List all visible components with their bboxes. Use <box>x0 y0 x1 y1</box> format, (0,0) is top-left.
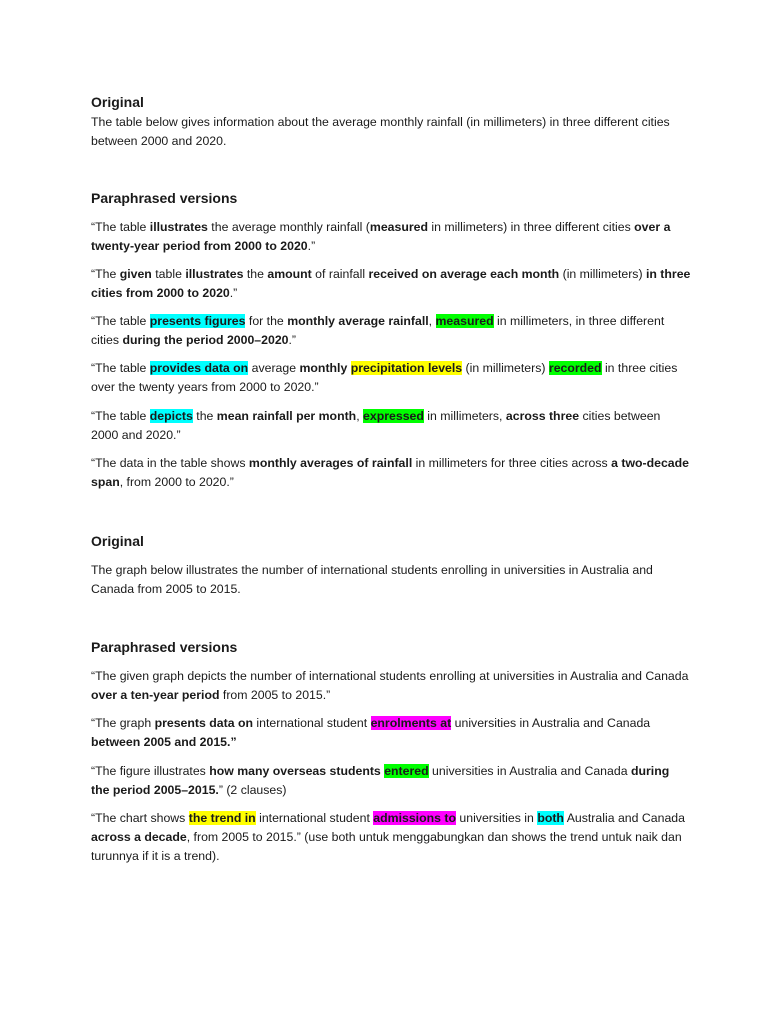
paraphrase-item <box>91 312 691 350</box>
text-segment: in millimeters, in three different cities <box>91 314 665 347</box>
bold-phrase: over a twenty-year period from 2000 to 2020 <box>91 220 671 253</box>
text-segment: “The given graph depicts the number of international students enrolling at universities in Australia and Canada <box>91 669 689 683</box>
text-segment: in three cities over the twenty years from 2000 to 2020.” <box>91 361 678 394</box>
highlighted-phrase: enrolments at <box>370 716 452 730</box>
text-segment: “The table <box>91 409 150 423</box>
highlighted-phrase: presents figures <box>149 314 246 328</box>
highlighted-phrase: depicts <box>149 409 193 423</box>
highlighted-phrase: recorded <box>548 361 602 375</box>
text-segment: for the <box>245 314 288 328</box>
bold-phrase: given <box>119 267 152 281</box>
paraphrase-item <box>91 667 691 705</box>
text-segment: , <box>356 409 364 423</box>
text-segment: the average monthly rainfall ( <box>207 220 370 234</box>
text-segment: in millimeters, <box>423 409 506 423</box>
highlighted-phrase: measured <box>435 314 494 328</box>
bold-phrase: monthly averages of rainfall <box>248 456 413 470</box>
text-segment: “The table <box>91 361 150 375</box>
highlighted-phrase: both <box>537 811 564 825</box>
bold-phrase: monthly average rainfall <box>287 314 429 328</box>
highlighted-phrase: admissions to <box>373 811 456 825</box>
bold-phrase: across three <box>505 409 580 423</box>
text-segment: the <box>243 267 268 281</box>
highlighted-phrase: expressed <box>363 409 424 423</box>
bold-phrase: mean rainfall per month <box>216 409 357 423</box>
text-segment: universities in Australia and Canada <box>451 716 651 730</box>
paraphrase-item <box>91 218 691 256</box>
text-segment: , <box>428 314 436 328</box>
text-segment: .” <box>288 333 297 347</box>
text-segment: Australia and Canada <box>563 811 685 825</box>
bold-phrase: across a decade <box>91 830 187 844</box>
paraphrase-item <box>91 762 691 800</box>
bold-phrase: amount <box>267 267 312 281</box>
text-segment: international student <box>255 811 374 825</box>
bold-phrase: over a ten-year period <box>91 688 220 702</box>
text-segment: , from 2000 to 2020.” <box>119 475 234 489</box>
bold-phrase: during the period 2000–2020 <box>122 333 289 347</box>
text-segment: .” <box>307 239 316 253</box>
text-segment: “The table <box>91 314 150 328</box>
paraphrase-item <box>91 809 691 866</box>
text-segment: “The <box>91 267 120 281</box>
text-segment: of rainfall <box>311 267 369 281</box>
paraphrase-item <box>91 359 691 397</box>
bold-phrase: received on average each month <box>368 267 560 281</box>
highlighted-phrase: entered <box>384 764 429 778</box>
text-segment: cities between 2000 and 2020.” <box>91 409 661 442</box>
text-segment: from 2005 to 2015.” <box>219 688 331 702</box>
text-segment: in millimeters) in three different cities <box>428 220 635 234</box>
text-segment: “The data in the table shows <box>91 456 249 470</box>
text-segment: “The chart shows <box>91 811 189 825</box>
section-heading: Original <box>91 94 144 110</box>
paraphrase-item <box>91 407 691 445</box>
text-segment: “The figure illustrates <box>91 764 210 778</box>
bold-phrase: illustrates <box>185 267 244 281</box>
section-heading: Paraphrased versions <box>91 639 238 655</box>
original-paragraph: The graph below illustrates the number of international students enrolling in universities in Australia and Canada from 2005 to 2015. <box>91 563 653 596</box>
paraphrase-item <box>91 454 691 492</box>
text-segment: , from 2005 to 2015.” (use both untuk menggabungkan dan shows the trend untuk naik dan turunnya if it is a trend). <box>91 830 682 863</box>
text-segment: in millimeters for three cities across <box>412 456 612 470</box>
highlighted-phrase: provides data on <box>149 361 249 375</box>
text-segment: table <box>151 267 186 281</box>
text-segment: “The table <box>91 220 150 234</box>
text-segment: the <box>192 409 217 423</box>
original-section-1 <box>91 93 691 151</box>
bold-phrase: how many overseas students <box>209 764 381 778</box>
highlighted-phrase: the trend in <box>188 811 256 825</box>
section-heading: Original <box>91 533 144 549</box>
text-segment: “The graph <box>91 716 155 730</box>
text-segment: universities in Australia and Canada <box>428 764 631 778</box>
bold-phrase: monthly <box>299 361 348 375</box>
bold-phrase: a two-decade span <box>91 456 689 489</box>
bold-phrase: illustrates <box>149 220 208 234</box>
original-paragraph: The table below gives information about the average monthly rainfall (in millimeters) in three different cities between 2000 and 2020. <box>91 115 670 148</box>
bold-phrase: in three cities from 2000 to 2020 <box>91 267 691 300</box>
text-segment: (in millimeters) <box>462 361 549 375</box>
bold-phrase: between 2005 and 2015.” <box>91 735 237 749</box>
text-segment: international student <box>252 716 371 730</box>
bold-phrase: measured <box>369 220 428 234</box>
bold-phrase: during the period 2005–2015. <box>91 764 670 797</box>
paraphrased-section-1 <box>91 189 691 207</box>
highlighted-phrase: precipitation levels <box>350 361 463 375</box>
original-section-2 <box>91 532 691 550</box>
section-heading: Paraphrased versions <box>91 190 238 206</box>
paraphrased-section-2 <box>91 638 691 656</box>
bold-phrase: presents data on <box>154 716 253 730</box>
text-segment: ” (2 clauses) <box>218 783 287 797</box>
text-segment: average <box>248 361 300 375</box>
text-segment: .” <box>229 286 238 300</box>
paraphrase-item <box>91 265 691 303</box>
paraphrase-item <box>91 714 691 752</box>
text-segment: (in millimeters) <box>559 267 646 281</box>
text-segment: universities in <box>455 811 538 825</box>
